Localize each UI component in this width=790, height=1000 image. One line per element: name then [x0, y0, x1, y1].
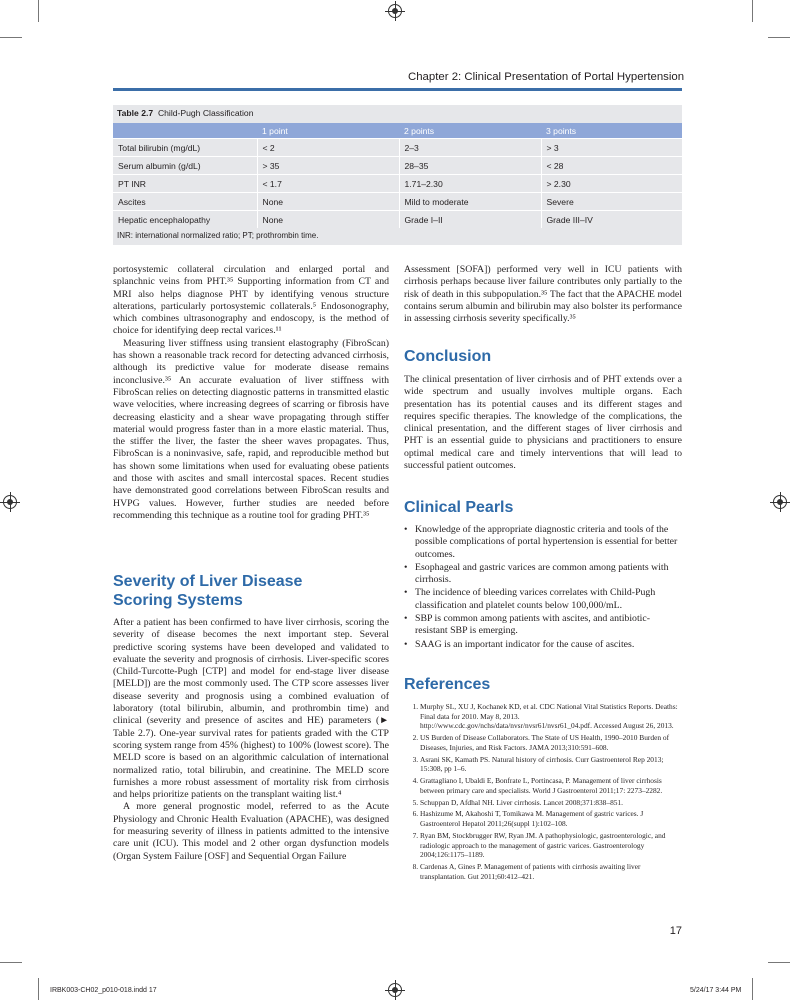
list-item: • Esophageal and gastric varices are common among patients with cirrhosis.	[415, 562, 682, 587]
pearls-list-wrap	[404, 524, 682, 652]
table-cell: 28–35	[399, 157, 541, 175]
date-slug: 5/24/17 3:44 PM	[690, 987, 742, 994]
table-cell: 2–3	[399, 139, 541, 157]
crop-mark	[0, 37, 22, 38]
table-cell: < 28	[541, 157, 682, 175]
references-wrap	[404, 702, 682, 883]
list-item: • Knowledge of the appropriate diagnostic criteria and tools of the possible complications of portal hypertension is essential for better outcomes.	[415, 524, 682, 561]
table-cell: PT INR	[113, 175, 257, 193]
right-column-top	[404, 264, 682, 325]
crop-mark	[752, 0, 753, 22]
table-cell: > 2.30	[541, 175, 682, 193]
child-pugh-table	[113, 105, 682, 245]
reference-item: 7. Ryan BM, Stockbrugger RW, Ryan JM. A pathophysiologic, gastroenterologic, and radiologic approach to the management of gastric varices. Gastroenterology 2004;126:1175–1189.	[420, 831, 682, 860]
table-row	[113, 175, 682, 193]
file-slug: IRBK003-CH02_p010-018.indd 17	[50, 987, 157, 994]
table-header-row	[113, 123, 682, 139]
section-heading-severity	[113, 572, 389, 610]
table-header-cell	[113, 123, 257, 139]
table-cell: Hepatic encephalopathy	[113, 211, 257, 229]
list-item: • SAAG is an important indicator for the cause of ascites.	[415, 639, 682, 651]
table-footnote: INR: international normalized ratio; PT; prothrombin time.	[117, 231, 319, 240]
table-cell: Ascites	[113, 193, 257, 211]
table-cell: Severe	[541, 193, 682, 211]
table-row	[113, 157, 682, 175]
references-list	[404, 702, 682, 881]
heading-line: Severity of Liver Disease	[113, 573, 303, 590]
body-paragraph: Measuring liver stiffness using transient elastography (FibroScan) has shown a reasonable track record for detecting advanced cirrhosis, although its predictive value for moderate disease remains inconclusive.³⁵ An accurate evaluation of liver stiffness with FibroScan relies on detecting diagnostic patterns in transmitted elastic wave velocities, where increasing degrees of scarring or fibrosis have decreasing elasticity and a shear wave propagating through stiffer material would progress faster than in a more elastic material. Thus, the stiffer the liver, the faster the sheer waves propagates. Thus, FibroScan is a noninvasive, safe, rapid, and reproducible method but has shown some limitations when used for evaluating obese patients and those with ascites and small intercostal spaces. Recent studies have demonstrated good correlations between FibroScan results and HVPG values. However, further studies are needed before recommending this technique as a routine tool for grading PHT.³⁵	[113, 337, 389, 521]
table-cell: None	[257, 211, 399, 229]
table-number: Table 2.7	[117, 108, 154, 118]
left-column-top	[113, 264, 389, 522]
table-cell: < 1.7	[257, 175, 399, 193]
table-cell: > 35	[257, 157, 399, 175]
table-cell: 1.71–2.30	[399, 175, 541, 193]
table-cell: Mild to moderate	[399, 193, 541, 211]
list-item: • The incidence of bleeding varices correlates with Child-Pugh classification and platelet counts below 100,000/mL.	[415, 587, 682, 612]
table-cell: < 2	[257, 139, 399, 157]
table-header-cell: 2 points	[399, 123, 541, 139]
body-paragraph: Assessment [SOFA]) performed very well in ICU patients with cirrhosis perhaps because liver failure contributes only partially to the risk of death in this subpopulation.³⁵ The fact that the APACHE model contains serum albumin and bilirubin may also bolster its performance in assessing cirrhosis severity specifically.³⁵	[404, 264, 682, 325]
crop-mark	[38, 978, 39, 1000]
crop-mark	[38, 0, 39, 22]
reference-item: 3. Asrani SK, Kamath PS. Natural history of cirrhosis. Curr Gastroenterol Rep 2013; 15:308, pp 1–6.	[420, 755, 682, 774]
table-cell: None	[257, 193, 399, 211]
pearls-list	[404, 524, 682, 651]
heading-line: Scoring Systems	[113, 592, 243, 609]
table-grid	[113, 123, 682, 228]
table-title: Child-Pugh Classification	[157, 108, 254, 118]
crop-mark	[0, 962, 22, 963]
registration-mark-icon	[388, 983, 402, 997]
reference-item: 6. Hashizume M, Akahoshi T, Tomikawa M. Management of gastric varices. J Gastroenterol Hepatol 2011;26(suppl 1):102–108.	[420, 809, 682, 828]
table-header-cell: 3 points	[541, 123, 682, 139]
reference-item: 5. Schuppan D, Afdhal NH. Liver cirrhosis. Lancet 2008;371:838–851.	[420, 798, 682, 808]
table-row	[113, 211, 682, 229]
chapter-header: Chapter 2: Clinical Presentation of Portal Hypertension	[408, 71, 685, 83]
body-paragraph: After a patient has been confirmed to have liver cirrhosis, scoring the severity of disease becomes the next important step. Several predictive scoring systems have been developed and validated to evaluate the severity and prognosis of cirrhosis. Liver-specific scores (Child-Turcotte-Pugh [CTP] and model for end-stage liver disease [MELD]) are the most commonly used. The CTP score assesses liver disease severity and prognosis using a combined evaluation of laboratory (total bilirubin, albumin, and prothrombin time) and clinical (severity and presence of ascites and HE) parameters (► Table 2.7). One-year survival rates for patients graded with the CTP scoring system range from 45% (highest) to 100% (lowest score). The MELD score is based on an algorithmic calculation of international normalized ratio, total bilirubin, and creatinine. The MELD score furnishes a more robust assessment of mortality risk from cirrhosis and helps prioritize patients on the transplant waiting list.⁴	[113, 617, 389, 801]
registration-mark-icon	[773, 495, 787, 509]
reference-item: 8. Cardenas A, Gines P. Management of patients with cirrhosis awaiting liver transplantation. Gut 2011;60:412–421.	[420, 862, 682, 881]
conclusion-text	[404, 374, 682, 472]
crop-mark	[768, 37, 790, 38]
registration-mark-icon	[3, 495, 17, 509]
table-cell: Grade III–IV	[541, 211, 682, 229]
table-row	[113, 193, 682, 211]
page-number: 17	[669, 925, 682, 937]
reference-item: 2. US Burden of Disease Collaborators. The State of US Health, 1990–2010 Burden of Diseases, Injuries, and Risk Factors. JAMA 2013;310:591–608.	[420, 733, 682, 752]
table-row	[113, 139, 682, 157]
crop-mark	[752, 978, 753, 1000]
registration-mark-icon	[388, 4, 402, 18]
body-paragraph: A more general prognostic model, referred to as the Acute Physiology and Chronic Health Evaluation (APACHE), was designed for measuring severity of illness in patients admitted to the intensive care unit (ICU). This model and 2 other organ dysfunction models (Organ System Failure [OSF] and Sequential Organ Failure	[113, 801, 389, 862]
section-heading-references: References	[404, 676, 491, 693]
table-caption	[117, 108, 253, 118]
crop-mark	[768, 962, 790, 963]
list-item: • SBP is common among patients with ascites, and antibiotic-resistant SBP is emerging.	[415, 613, 682, 638]
table-cell: Total bilirubin (mg/dL)	[113, 139, 257, 157]
reference-item: 1. Murphy SL, XU J, Kochanek KD, et al. CDC National Vital Statistics Reports. Deaths: Final data for 2010. May 8, 2013. http://www.cdc.gov/nchs/data/nvsr/nvsr61/nvsr61_04.pdf. Accessed August 26, 2013.	[420, 702, 682, 731]
header-rule	[113, 88, 682, 91]
body-paragraph: The clinical presentation of liver cirrhosis and of PHT extends over a wide spectrum and usually involves multiple organs. Each presentation has its potential causes and its different stages and requires specific therapies. The knowledge of the complications, the clinical presentation, and the different stages of liver cirrhosis and PHT is an essential guide to physicians and practitioners to ensure optimal medical care and timely interventions that will lead to successful patient outcomes.	[404, 374, 682, 472]
section-heading-conclusion: Conclusion	[404, 348, 492, 365]
table-cell: > 3	[541, 139, 682, 157]
table-header-cell: 1 point	[257, 123, 399, 139]
reference-item: 4. Grattagliano I, Ubaldi E, Bonfrate L, Portincasa, P. Management of liver cirrhosis between primary care and specialists. World J Gastroenterol 2011;17: 2273–2282.	[420, 776, 682, 795]
section-heading-pearls: Clinical Pearls	[404, 499, 514, 516]
table-cell: Serum albumin (g/dL)	[113, 157, 257, 175]
table-cell: Grade I–II	[399, 211, 541, 229]
body-paragraph: portosystemic collateral circulation and enlarged portal and splanchnic veins from PHT.³⁵ Supporting information from CT and MRI also helps diagnose PHT by identifying venous structure alterations, particularly portosystemic collaterals.⁵ Endosonography, which combines ultrasonography and endoscopy, is the method of choice for identifying deep rectal varices.¹¹	[113, 264, 389, 337]
left-column-bottom	[113, 617, 389, 863]
